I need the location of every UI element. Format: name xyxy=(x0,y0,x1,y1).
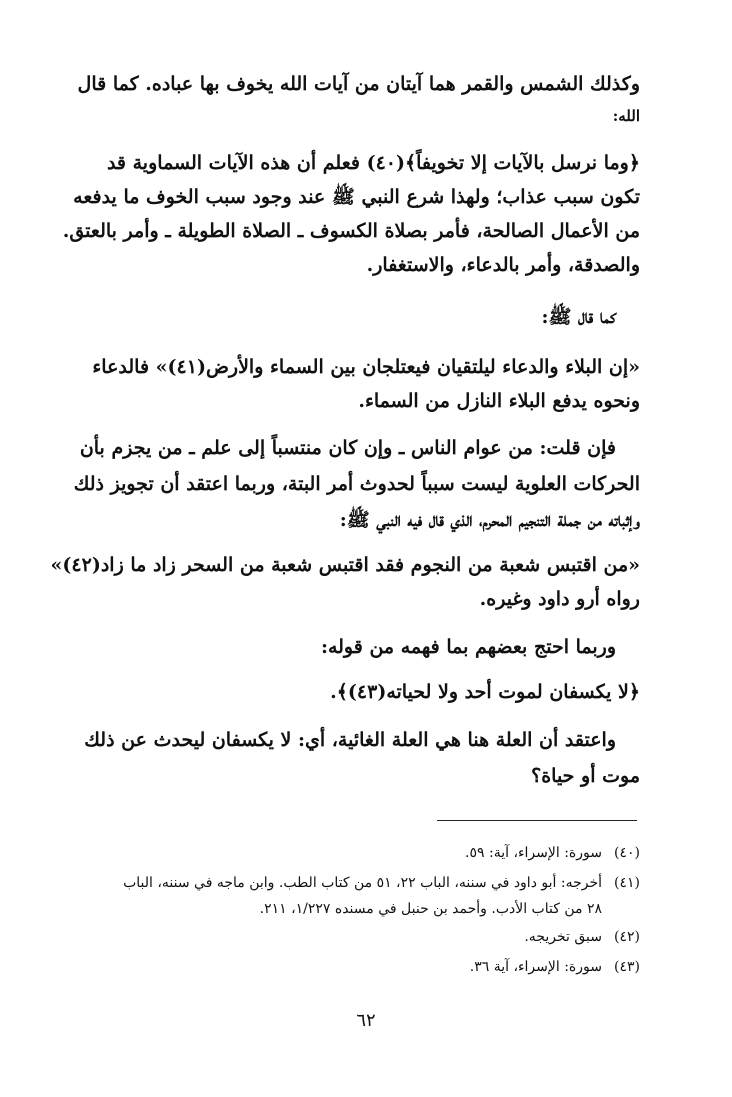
page-number: ٦٢ xyxy=(356,1010,376,1031)
text-line: «إن البلاء والدعاء ليلتقيان فيعتلجان بين السماء والأرض(٤١)» فالدعاء xyxy=(92,356,640,378)
paragraph-1 xyxy=(72,68,640,132)
footnote xyxy=(60,870,640,922)
text-line: الله: xyxy=(612,107,640,125)
footnote-number: (٤١) xyxy=(614,875,640,891)
text-line: وربما احتج بعضهم بما فهمه من قوله: xyxy=(320,636,616,658)
paragraph-7 xyxy=(72,630,640,664)
text-line: من الأعمال الصالحة، فأمر بصلاة الكسوف ـ الصلاة الطويلة ـ وأمر بالعتق. xyxy=(62,220,640,242)
text-line: موت أو حياة؟ xyxy=(531,765,640,787)
text-line: وكذلك الشمس والقمر هما آيتان من آيات الله يخوف بها عباده. كما قال xyxy=(77,73,640,95)
footnote xyxy=(60,954,640,980)
footnote-text: سورة: الإسراء، آية ٣٦. xyxy=(469,959,602,975)
footnote-separator xyxy=(437,820,637,821)
text-line: ﴿لا يكسفان لموت أحد ولا لحياته(٤٣)﴾. xyxy=(330,681,640,703)
text-line: وإثباته من جملة التنجيم المحرم، الذي قال فيه النبي ﷺ: xyxy=(339,509,640,531)
text-line: ﴿وما نرسل بالآيات إلا تخويفاً﴾(٤٠) فعلم أن هذه الآيات السماوية قد xyxy=(106,152,640,174)
text-line: واعتقد أن العلة هنا هي العلة الغائية، أي: لا يكسفان ليحدث عن ذلك xyxy=(84,729,616,751)
footnote-text: أخرجه: أبو داود في سننه، الباب ٢٢، ٥١ من كتاب الطب. وابن ماجه في سننه، الباب xyxy=(123,875,602,891)
footnote xyxy=(60,924,640,950)
text-line: والصدقة، وأمر بالدعاء، والاستغفار. xyxy=(366,254,640,276)
footnote-text: ٢٨ من كتاب الأدب. وأحمد بن حنبل في مسنده ١/٢٢٧، ٢١١. xyxy=(259,901,602,917)
text-line: رواه أرو داود وغيره. xyxy=(479,588,640,610)
text-line: «من اقتبس شعبة من النجوم فقد اقتبس شعبة من السحر زاد ما زاد(٤٢)» xyxy=(50,554,640,576)
footnote-text: سبق تخريجه. xyxy=(524,929,602,945)
text-line: تكون سبب عذاب؛ ولهذا شرع النبي ﷺ عند وجود سبب الخوف ما يدفعه xyxy=(73,186,640,208)
footnote-number: (٤٣) xyxy=(614,959,640,975)
text-line: كما قال ﷺ: xyxy=(541,306,616,328)
footnote-text: سورة: الإسراء، آية: ٥٩. xyxy=(465,845,602,861)
paragraph-6 xyxy=(50,548,640,616)
text-line: الحركات العلوية ليست سبباً لحدوث أمر البتة، وربما اعتقد أن تجويز ذلك xyxy=(73,473,640,495)
paragraph-5 xyxy=(72,430,640,538)
paragraph-8 xyxy=(72,675,640,709)
text-line: فإن قلت: من عوام الناس ـ وإن كان منتسباً إلى علم ـ من يجزم بأن xyxy=(79,437,616,459)
paragraph-2 xyxy=(62,146,640,282)
footnote-number: (٤٠) xyxy=(614,845,640,861)
footnote-number: (٤٢) xyxy=(614,929,640,945)
text-line: ونحوه يدفع البلاء النازل من السماء. xyxy=(358,390,640,412)
paragraph-3 xyxy=(72,300,640,334)
paragraph-9 xyxy=(72,722,640,794)
paragraph-4 xyxy=(72,350,640,418)
footnote xyxy=(60,840,640,866)
